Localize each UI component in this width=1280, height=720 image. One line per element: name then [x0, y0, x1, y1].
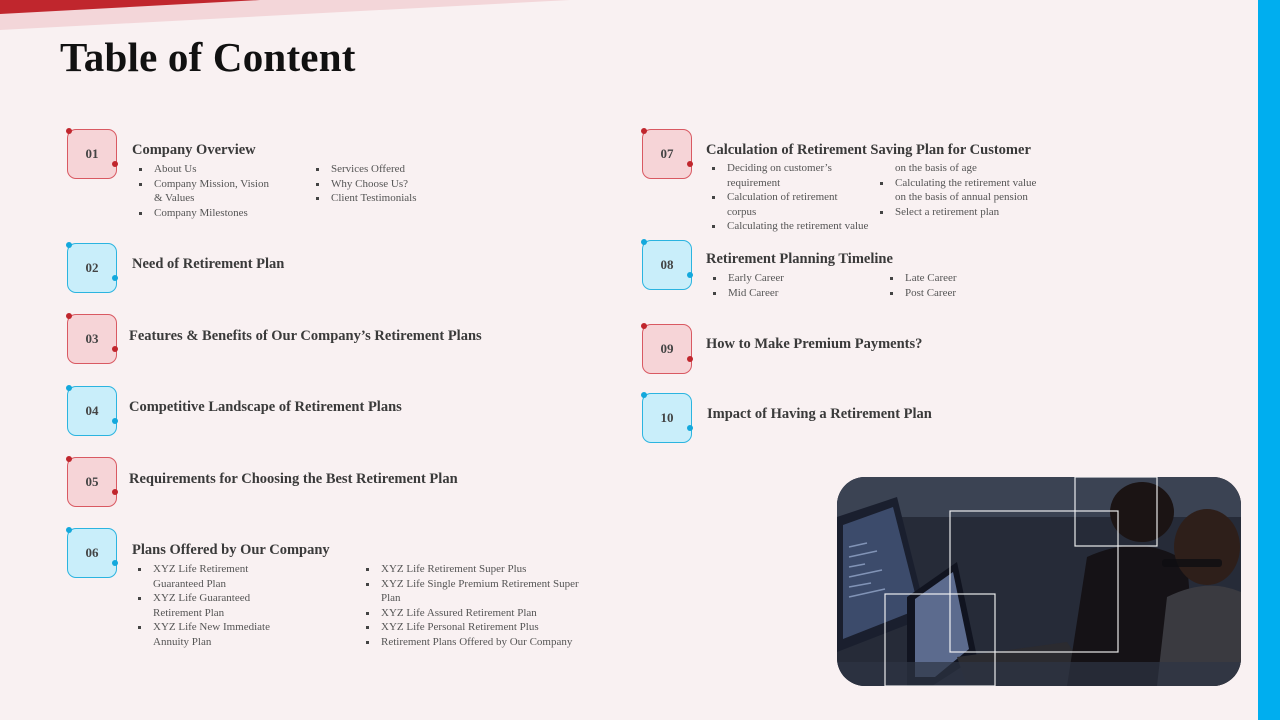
item-09-number: 09 — [660, 341, 674, 356]
item-08-number: 08 — [660, 257, 674, 272]
list-item: on the basis of age — [895, 162, 977, 174]
list-item: XYZ Life Retirement Super Plus — [363, 562, 613, 577]
list-item: Plan — [381, 592, 401, 605]
list-item: corpus — [727, 205, 757, 218]
item-01-list-1 — [136, 162, 296, 220]
list-item: on the basis of annual pension — [895, 191, 1028, 204]
list-item: requirement — [727, 176, 781, 189]
item-07-list-1 — [709, 161, 884, 234]
list-item: Guaranteed Plan — [153, 577, 226, 590]
item-04-badge[interactable] — [67, 386, 117, 436]
item-08-badge[interactable] — [642, 240, 692, 290]
list-item: Calculating the retirement value — [709, 219, 884, 234]
item-08-heading[interactable]: Retirement Planning Timeline — [706, 251, 893, 267]
list-item: Retirement Plan — [153, 606, 225, 619]
list-item: Mid Career — [710, 286, 870, 301]
right-accent-bar — [1258, 0, 1280, 720]
item-02-number: 02 — [85, 260, 99, 275]
item-01-heading[interactable]: Company Overview — [132, 142, 256, 158]
item-07-list-2 — [877, 161, 1057, 219]
item-06-list-2 — [363, 562, 613, 650]
item-08-list-1 — [710, 271, 870, 300]
list-item: XYZ Life New Immediate — [135, 620, 310, 635]
item-07-heading[interactable]: Calculation of Retirement Saving Plan for Customer — [706, 142, 1031, 158]
item-06-heading[interactable]: Plans Offered by Our Company — [132, 542, 330, 558]
page-title: Table of Content — [60, 34, 356, 80]
item-07-badge[interactable] — [642, 129, 692, 179]
team-photo-illustration — [837, 477, 1241, 686]
item-01-list-2 — [313, 162, 473, 206]
item-10-number: 10 — [660, 410, 674, 425]
list-item: Client Testimonials — [313, 191, 473, 206]
list-item: Late Career — [887, 271, 1047, 286]
item-02-heading[interactable]: Need of Retirement Plan — [132, 256, 285, 272]
top-accent-bar — [0, 0, 570, 30]
list-item: XYZ Life Guaranteed — [135, 591, 310, 606]
item-08-list-2 — [887, 271, 1047, 300]
list-item: Early Career — [710, 271, 870, 286]
list-item: Calculating the retirement value — [877, 176, 1057, 191]
item-07-number: 07 — [660, 146, 674, 161]
list-item: Why Choose Us? — [313, 177, 473, 192]
item-03-badge[interactable] — [67, 314, 117, 364]
item-02-badge[interactable] — [67, 243, 117, 293]
item-03-heading[interactable]: Features & Benefits of Our Company’s Retirement Plans — [129, 328, 482, 344]
item-05-badge[interactable] — [67, 457, 117, 507]
item-10-badge[interactable] — [642, 393, 692, 443]
list-item: XYZ Life Assured Retirement Plan — [363, 606, 613, 621]
list-item: XYZ Life Single Premium Retirement Super — [363, 577, 613, 592]
item-10-heading[interactable]: Impact of Having a Retirement Plan — [707, 406, 932, 422]
list-item: Annuity Plan — [153, 635, 212, 648]
list-item: XYZ Life Retirement — [135, 562, 310, 577]
list-item: Company Mission, Vision — [136, 177, 296, 192]
list-item: Deciding on customer’s — [709, 161, 884, 176]
item-09-heading[interactable]: How to Make Premium Payments? — [706, 336, 923, 352]
item-03-number: 03 — [85, 331, 99, 346]
list-item: Calculation of retirement — [709, 190, 884, 205]
item-01-badge[interactable] — [67, 129, 117, 179]
item-06-badge[interactable] — [67, 528, 117, 578]
list-item: Retirement Plans Offered by Our Company — [363, 635, 613, 650]
team-photo — [837, 477, 1241, 686]
list-item: Services Offered — [313, 162, 473, 177]
list-item: XYZ Life Personal Retirement Plus — [363, 620, 613, 635]
list-item: Company Milestones — [136, 206, 296, 221]
list-item: Post Career — [887, 286, 1047, 301]
item-06-list-1 — [135, 562, 310, 650]
item-01-number: 01 — [85, 146, 99, 161]
item-05-heading[interactable]: Requirements for Choosing the Best Retirement Plan — [129, 471, 458, 487]
item-04-number: 04 — [85, 403, 99, 418]
item-04-heading[interactable]: Competitive Landscape of Retirement Plans — [129, 399, 402, 415]
item-06-number: 06 — [85, 545, 99, 560]
item-09-badge[interactable] — [642, 324, 692, 374]
item-05-number: 05 — [85, 474, 99, 489]
list-item: & Values — [154, 192, 195, 205]
list-item: About Us — [136, 162, 296, 177]
list-item: Select a retirement plan — [877, 205, 1057, 220]
